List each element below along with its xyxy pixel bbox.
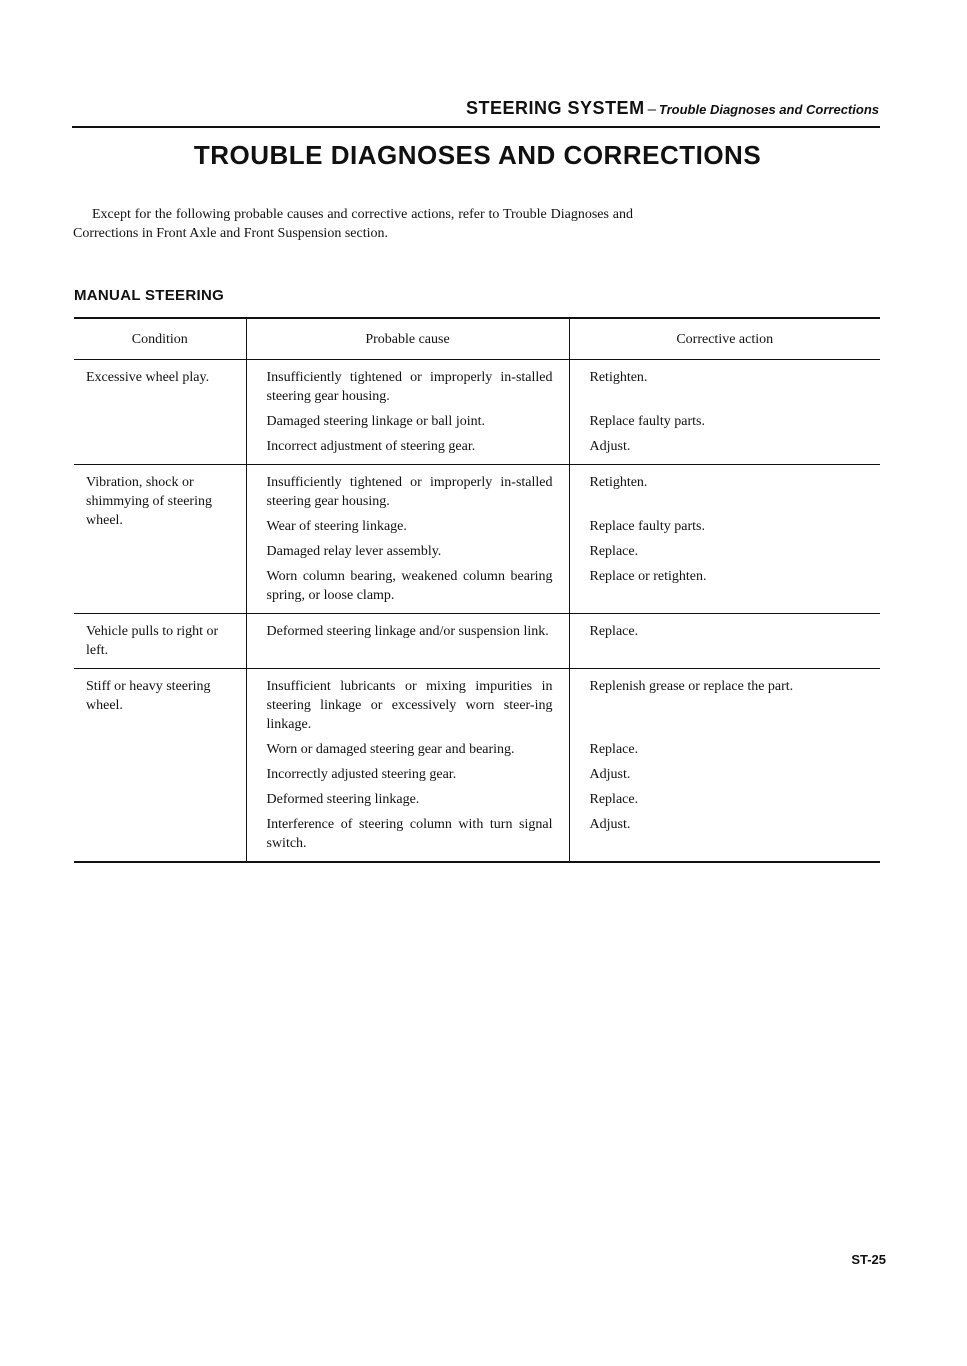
- cause-item: Deformed steering linkage.: [266, 792, 420, 807]
- cause-item: Insufficient lubricants or mixing impurities in steering linkage or excessively worn steer-ing linkage.: [266, 679, 553, 732]
- cause-item: Incorrect adjustment of steering gear.: [266, 439, 476, 454]
- diagnosis-table: [74, 317, 880, 863]
- action-item: Replace.: [589, 544, 639, 559]
- action-item: Adjust.: [589, 439, 631, 454]
- cause-item: Wear of steering linkage.: [266, 519, 407, 534]
- condition-cell: Excessive wheel play.: [86, 370, 210, 385]
- action-item: Adjust.: [589, 767, 631, 782]
- action-item: Replace faulty parts.: [589, 519, 705, 534]
- action-item: Replace faulty parts.: [589, 414, 705, 429]
- cause-cell: [246, 669, 569, 863]
- table-row: [74, 465, 880, 614]
- cause-cell: [246, 465, 569, 614]
- action-cell: [569, 614, 880, 669]
- cause-item: Worn or damaged steering gear and bearing.: [266, 742, 515, 757]
- table-row: [74, 614, 880, 669]
- cause-item: Worn column bearing, weakened column bearing spring, or loose clamp.: [266, 569, 553, 603]
- action-cell: [569, 669, 880, 863]
- action-cell: [569, 360, 880, 465]
- intro-paragraph: Except for the following probable causes and corrective actions, refer to Trouble Diagnoses and Corrections in Front Axle and Front Suspension section.: [73, 207, 633, 241]
- action-item: Replace.: [589, 792, 639, 807]
- action-item: Replace.: [589, 742, 639, 757]
- section-heading: MANUAL STEERING: [74, 287, 225, 304]
- action-item: Adjust.: [589, 817, 631, 832]
- header-section-title: STEERING SYSTEM: [466, 98, 645, 118]
- condition-cell: Vehicle pulls to right or left.: [86, 624, 219, 658]
- running-header: [466, 98, 879, 119]
- cause-item: Interference of steering column with turn signal switch.: [266, 817, 553, 851]
- condition-cell: Stiff or heavy steering wheel.: [86, 679, 211, 713]
- cause-item: Insufficiently tightened or improperly in-stalled steering gear housing.: [266, 475, 553, 509]
- cause-item: Damaged relay lever assembly.: [266, 544, 442, 559]
- cause-item: Incorrectly adjusted steering gear.: [266, 767, 457, 782]
- action-item: Replace or retighten.: [589, 569, 707, 584]
- condition-cell: Vibration, shock or shimmying of steering wheel.: [86, 475, 212, 528]
- action-cell: [569, 465, 880, 614]
- cause-item: Insufficiently tightened or improperly in-stalled steering gear housing.: [266, 370, 553, 404]
- header-subsection-title: Trouble Diagnoses and Corrections: [658, 102, 879, 117]
- page-number: ST-25: [851, 1252, 886, 1267]
- page-title: TROUBLE DIAGNOSES AND CORRECTIONS: [193, 140, 762, 170]
- cause-cell: [246, 614, 569, 669]
- column-header-corrective-action: Corrective action: [569, 318, 880, 360]
- table-header-row: [74, 318, 880, 360]
- action-item: Replenish grease or replace the part.: [589, 679, 794, 694]
- column-header-condition: Condition: [74, 318, 246, 360]
- table-row: [74, 360, 880, 465]
- table-row: [74, 669, 880, 863]
- action-item: Retighten.: [589, 475, 648, 490]
- action-item: Replace.: [589, 624, 639, 639]
- cause-item: Damaged steering linkage or ball joint.: [266, 414, 485, 429]
- cause-item: Deformed steering linkage and/or suspension link.: [266, 624, 549, 639]
- column-header-probable-cause: Probable cause: [246, 318, 569, 360]
- header-rule: [72, 126, 880, 128]
- action-item: Retighten.: [589, 370, 648, 385]
- header-dash: –: [647, 101, 656, 118]
- cause-cell: [246, 360, 569, 465]
